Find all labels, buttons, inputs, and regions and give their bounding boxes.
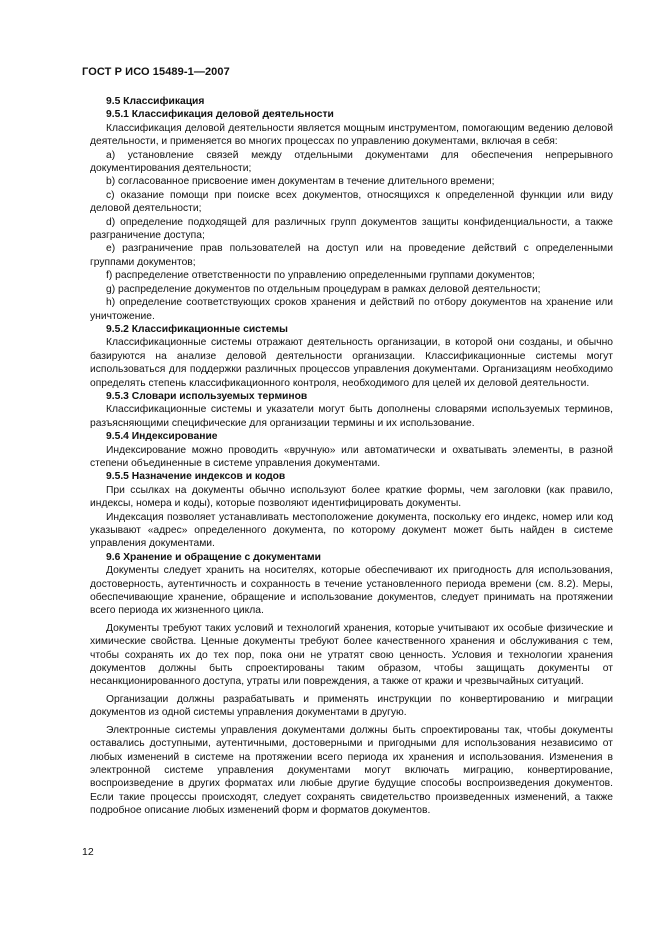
body-paragraph: с) оказание помощи при поиске всех документов, относящихся к определенной функции или виду деловой деятельности; [90,189,613,215]
body-paragraph: Организации должны разрабатывать и применять инструкции по конвертированию и миграции документов из одной системы управления документами в другую. [90,693,613,719]
body-paragraph: Документы следует хранить на носителях, которые обеспечивают их пригодность для использования, достоверность, аутентичность и сохранность в течение установленного периода времени (см. 8.2). Меры, обеспечивающие хранение, обращение и использование документов, следует принимать на протяжении всего периода их жизненного цикла. [90,565,613,617]
body-paragraph: Классификационные системы и указатели могут быть дополнены словарями используемых терминов, разъясняющими специфические для организации термины и их использование. [90,404,613,429]
body-paragraph: Электронные системы управления документами должны быть спроектированы так, чтобы документы оставались доступными, аутентичными, достоверными и пригодными для использования независимо от любых изменений в системе на протяжении всего периода их хранения и использования. Изменения в электронной системе управления документами могут включать миграцию, конвертирование, воспроизведение в других форматах или любые другие будущие способы воспроизведения документов. Если такие процессы происходят, следует сохранять свидетельство произведенных изменений, а также подробное описание любых изменений форм и форматов документов. [90,724,613,817]
body-paragraph: h) определение соответствующих сроков хранения и действий по отбору документов на хранение или уничтожение. [90,297,613,322]
section-heading: 9.5.1 Классификация деловой деятельности [106,109,334,121]
body-paragraph: g) распределение документов по отдельным процедурам в рамках деловой деятельности; [106,283,541,295]
body-paragraph: d) определение подходящей для различных групп документов защиты конфиденциальности, а также разграничение доступа; [90,216,613,242]
page-number: 12 [82,846,94,858]
standard-header: ГОСТ Р ИСО 15489-1—2007 [82,66,230,78]
body-paragraph: Классификационные системы отражают деятельность организации, в которой они созданы, и обычно базируются на анализе деловой деятельности организации. Классификационные системы могут использоваться для поддержки различных процессов управления документами. Организациям необходимо определять степень классификационного контроля, необходимого для целей их деловой деятельности. [90,337,613,389]
body-paragraph: е) разграничение прав пользователей на доступ или на проведение действий с определенными группами документов; [90,243,613,268]
section-heading: 9.5.3 Словари используемых терминов [106,390,308,402]
body-paragraph: При ссылках на документы обычно используют более краткие формы, чем заголовки (как правило, индексы, номера и коды), которые позволяют идентифицировать документы. [90,484,613,510]
body-paragraph: Индексирование можно проводить «вручную» или автоматически и охватывать элементы, в разной степени объединенные в системе управления документами. [90,444,613,469]
body-paragraph: Индексация позволяет устанавливать местоположение документа, поскольку его индекс, номер или код указывают «адрес» определенного документа, по которому документ может быть найден в системе управления документами. [90,511,613,550]
body-paragraph: Документы требуют таких условий и технологий хранения, которые учитывают их особые физические и химические свойства. Ценные документы требуют более качественного хранения и обслуживания с тем, чтобы сохранять их до тех пор, пока они не утратят свою ценность. Условия и технологии хранения документов должны быть спроектированы таким образом, чтобы защищать документы от несанкционированного доступа, утраты или повреждения, а также от кражи и чрезвычайных ситуаций. [90,622,613,688]
section-heading: 9.5.5 Назначение индексов и кодов [106,471,286,483]
body-paragraph: Классификация деловой деятельности является мощным инструментом, помогающим ведению деловой деятельности, и применяется во многих процессах по управлению документами, включая в себя: [90,122,613,148]
section-heading: 9.6 Хранение и обращение с документами [106,551,321,563]
body-paragraph: f) распределение ответственности по управлению определенными группами документов; [106,270,535,282]
body-paragraph: b) согласованное присвоение имен документам в течение длительного времени; [106,176,495,188]
body-paragraph: а) установление связей между отдельными документами для обеспечения непрерывного документирования деятельности; [90,149,613,175]
page-content [90,95,613,818]
section-heading: 9.5.4 Индексирование [106,431,218,443]
section-heading: 9.5.2 Классификационные системы [106,323,288,335]
section-heading: 9.5 Классификация [106,96,205,107]
